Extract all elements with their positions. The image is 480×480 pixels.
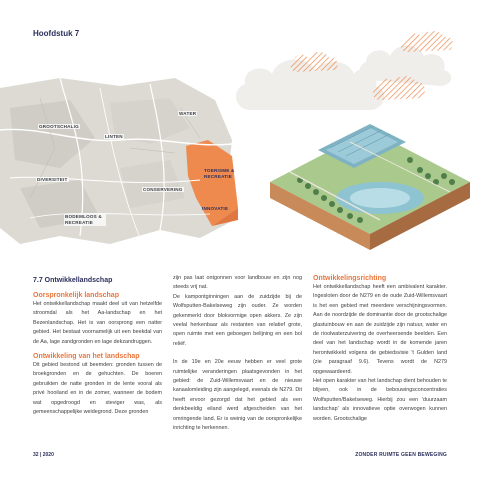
middle-column xyxy=(173,274,302,434)
isometric-graphic xyxy=(230,20,480,260)
subheading-oorspronkelijk: Oorspronkelijk landschap xyxy=(33,292,119,299)
map-label-innovatie: INNOVATIE xyxy=(202,206,229,211)
page-number: 32 | 2020 xyxy=(33,452,54,458)
chapter-title: Hoofdstuk 7 xyxy=(33,29,80,38)
section-title: 7.7 Ontwikkellandschap xyxy=(33,277,113,284)
map-label-water: WATER xyxy=(179,111,197,116)
footer-title: ZONDER RUIMTE GEEN BEWEGING xyxy=(355,452,447,458)
isometric-illustration xyxy=(230,20,480,260)
right-column xyxy=(313,274,447,424)
map-label-toerisme: TOERISME & RECREATIE xyxy=(204,168,235,179)
map-label-conservering: CONSERVERING xyxy=(143,187,183,192)
paragraph-mid-3: In de 19e en 20e eeuw hebben er veel grote ruimtelijke veranderingen plaatsgevonden in het gebied: de Zuid-Willemsvaart en de nieuwe kanaalomleiding zijn aangelegd, evenals de N279. Dit heeft ervoor gezorgd dat het gebied als een denkbeeldig eiland werd afgescheiden van het omringende land. Er is weinig van de oorspronkelijke inrichting te herkennen. xyxy=(173,359,302,432)
paragraph-ontwikkeling: Dit gebied bestond uit beemden: gronden tussen de broekgronden en de gehuchten. De boeren gebruikten de natte gronden in de lente vooral als privé hooiland en in de zomer, wanneer de bodem wat opgedroogd en steviger was, als gemeenschappelijke weidegrond. Deze gronden xyxy=(33,362,162,416)
left-column xyxy=(33,276,162,417)
paragraph-oorspronkelijk: Het ontwikkellandschap maakt deel uit van hetzelfde stroomdal als het Aa-landschap en het Bezenlandschap. Het is van oorsprong een natter gebied. Het bestaat voornamelijk uit een beekdal van de Aa, lage zandgronden en lage dekzandruggen. xyxy=(33,301,162,345)
map-label-linten: LINTEN xyxy=(105,134,123,139)
subheading-ontwikkeling: Ontwikkeling van het landschap xyxy=(33,353,140,361)
paragraph-right-1: Het ontwikkellandschap heeft een ambivalent karakter. Ingesloten door de N279 en de oude Zuid-Willemsvaart is het een gebied met meerdere verschijningsvormen. Aan de noordzijde de dominantie door de grootschalige glastuinbouw en aan de zuidzijde zijn natuur, water en de rioolwaterzuivering de overheersende beelden. Een deel van het landschap wordt in de komende jaren herontwikkeld volgens de gebiedsvisie 't Gulden land (zie paragraaf 9.6). Tevens wordt de N279 opgewaardeerd. xyxy=(313,284,447,375)
paragraph-mid-1: zijn pas laat ontgonnen voor landbouw en zijn nog steeds vrij nat. xyxy=(173,275,302,291)
paragraph-right-2: Het open karakter van het landschap dient behouden te blijven, ook in de bebouwingsconcentraties Wolfsputten/Bakelseweg. Hierbij zou een 'duurzaam landschap' als innovatieve optie overwogen kunnen worden. Grootschalige xyxy=(313,378,447,422)
map-label-diversiteit: DIVERSITEIT xyxy=(37,177,68,182)
map-label-grootschalig: GROOTSCHALIG xyxy=(39,124,79,129)
map-label-bodemloos: BODEMLOOS & RECREATIE xyxy=(64,214,106,226)
paragraph-mid-2: De kampontginningen aan de zuidzijde bij de Wolfsputten-Bakelseweg zijn ouder. Ze worden gekenmerkt door blokvormige open akkers. Ze zijn veelal herkenbaar als restanten van relatief grote, open ruimte met een geboegen belijning en een bol reliëf. xyxy=(173,293,302,347)
subheading-ontwikkelingsrichting: Ontwikkelingsrichting xyxy=(313,275,387,282)
